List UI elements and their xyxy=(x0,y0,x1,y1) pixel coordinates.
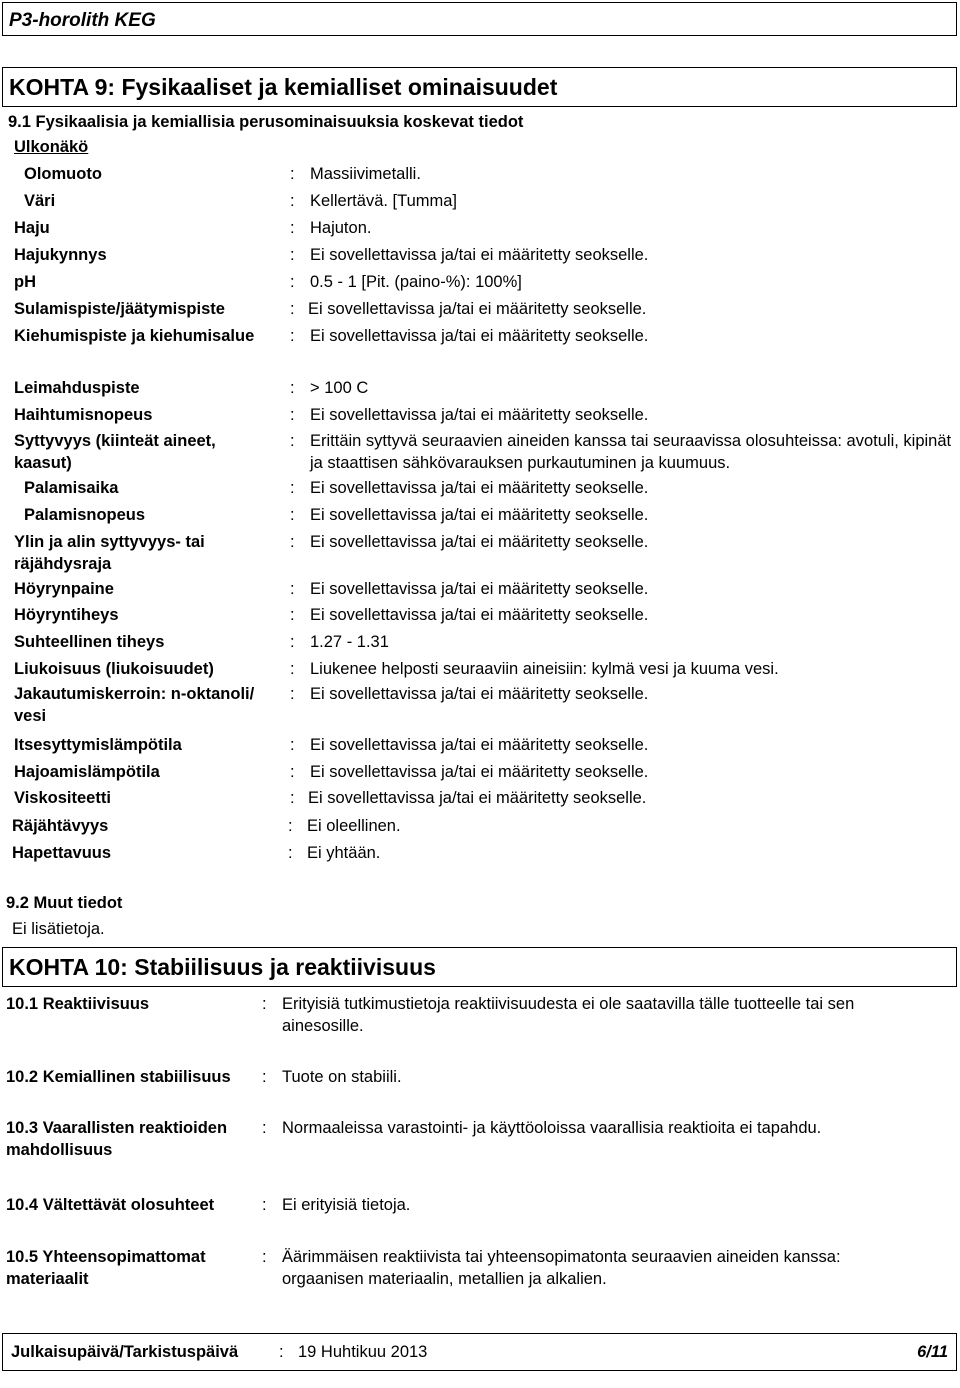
value-itsesyttymislampotila: Ei sovellettavissa ja/tai ei määritetty seokselle. xyxy=(310,736,649,754)
colon-hoyryntiheys: : xyxy=(290,606,295,624)
label-10-2-kemiallinen-stabiilisuus: 10.2 Kemiallinen stabiilisuus xyxy=(6,1068,231,1086)
label-hajukynnys: Hajukynnys xyxy=(14,246,107,264)
label-sulamispiste-jaatymispiste: Sulamispiste/jäätymispiste xyxy=(14,300,225,318)
label-viskositeetti: Viskositeetti xyxy=(14,789,111,807)
colon-itsesyttymislampotila: : xyxy=(290,736,295,754)
colon-suhteellinen-tiheys: : xyxy=(290,633,295,651)
value-hajoamislampotila: Ei sovellettavissa ja/tai ei määritetty seokselle. xyxy=(310,763,649,781)
label-ylin-ja-alin-syttyvyys-tai-rajahdysraja: Ylin ja alin syttyvyys- tai räjähdysraja xyxy=(14,533,205,573)
value-10-5-yhteensopimattomat-materiaalit: Äärimmäisen reaktiivista tai yhteensopimatonta seuraavien aineiden kanssa: orgaanisen materiaalin, metallien ja alkalien. xyxy=(282,1248,841,1288)
colon-jakautumiskerroin-n-oktanoli-vesi: : xyxy=(290,685,295,703)
section-9-1-title: 9.1 Fysikaalisia ja kemiallisia perusominaisuuksia koskevat tiedot xyxy=(8,113,524,131)
label-palamisaika: Palamisaika xyxy=(24,479,119,497)
label-rajahtavyys: Räjähtävyys xyxy=(12,817,109,835)
colon-10-2-kemiallinen-stabiilisuus: : xyxy=(262,1068,267,1086)
label-kiehumispiste-ja-kiehumisalue: Kiehumispiste ja kiehumisalue xyxy=(14,327,255,345)
value-10-1-reaktiivisuus: Erityisiä tutkimustietoja reaktiivisuudesta ei ole saatavilla tälle tuotteelle tai sen ainesosille. xyxy=(282,995,855,1035)
value-liukoisuus-liukoisuudet: Liukenee helposti seuraaviin aineisiin: kylmä vesi ja kuuma vesi. xyxy=(310,660,779,678)
footer-date-label: Julkaisupäivä/Tarkistuspäivä xyxy=(11,1343,239,1361)
colon-hajukynnys: : xyxy=(290,246,295,264)
label-suhteellinen-tiheys: Suhteellinen tiheys xyxy=(14,633,165,651)
value-haju: Hajuton. xyxy=(310,219,372,237)
section-9-2-title: 9.2 Muut tiedot xyxy=(6,894,123,912)
label-10-3-vaarallisten-reaktioiden-mahdollisuus: 10.3 Vaarallisten reaktioiden mahdollisuus xyxy=(6,1119,228,1159)
section-10-title: KOHTA 10: Stabiilisuus ja reaktiivisuus xyxy=(9,954,436,980)
colon-haju: : xyxy=(290,219,295,237)
value-vari: Kellertävä. [Tumma] xyxy=(310,192,458,210)
value-hoyrynpaine: Ei sovellettavissa ja/tai ei määritetty seokselle. xyxy=(310,580,649,598)
label-leimahduspiste: Leimahduspiste xyxy=(14,379,140,397)
footer-colon: : xyxy=(279,1343,284,1361)
other-info-text: Ei lisätietoja. xyxy=(12,920,105,938)
colon-rajahtavyys: : xyxy=(288,817,293,835)
colon-sulamispiste-jaatymispiste: : xyxy=(290,300,295,318)
section-9-title: KOHTA 9: Fysikaaliset ja kemialliset ominaisuudet xyxy=(9,74,558,100)
document-footer xyxy=(2,1333,957,1371)
colon-haihtumisnopeus: : xyxy=(290,406,295,424)
product-name: P3-horolith KEG xyxy=(9,10,156,31)
colon-olomuoto: : xyxy=(290,165,295,183)
value-viskositeetti: Ei sovellettavissa ja/tai ei määritetty seokselle. xyxy=(308,789,647,807)
label-10-1-reaktiivisuus: 10.1 Reaktiivisuus xyxy=(6,995,150,1013)
label-syttyvyys-kiinteat-aineet-kaasut: Syttyvyys (kiinteät aineet, kaasut) xyxy=(14,432,216,472)
label-haju: Haju xyxy=(14,219,50,237)
value-10-3-vaarallisten-reaktioiden-mahdollisuus: Normaaleissa varastointi- ja käyttöoloissa vaarallisia reaktioita ei tapahdu. xyxy=(282,1119,822,1137)
colon-10-4-valtettavat-olosuhteet: : xyxy=(262,1196,267,1214)
colon-palamisaika: : xyxy=(290,479,295,497)
value-suhteellinen-tiheys: 1.27 - 1.31 xyxy=(310,633,389,651)
label-10-5-yhteensopimattomat-materiaalit: 10.5 Yhteensopimattomat materiaalit xyxy=(6,1248,206,1288)
colon-hoyrynpaine: : xyxy=(290,580,295,598)
colon-ylin-ja-alin-syttyvyys-tai-rajahdysraja: : xyxy=(290,533,295,551)
label-jakautumiskerroin-n-oktanoli-vesi: Jakautumiskerroin: n-oktanoli/ vesi xyxy=(14,685,255,725)
document-header xyxy=(2,2,957,36)
value-syttyvyys-kiinteat-aineet-kaasut: Erittäin syttyvä seuraavien aineiden kanssa tai seuraavissa olosuhteissa: avotuli, kipinät ja staattisen sähkövarauksen purkautuminen ja kuumuus. xyxy=(310,432,952,472)
colon-kiehumispiste-ja-kiehumisalue: : xyxy=(290,327,295,345)
label-palamisnopeus: Palamisnopeus xyxy=(24,506,146,524)
value-leimahduspiste: > 100 C xyxy=(310,379,369,397)
colon-viskositeetti: : xyxy=(290,789,295,807)
label-itsesyttymislampotila: Itsesyttymislämpötila xyxy=(14,736,182,754)
section-10-header xyxy=(2,947,957,987)
colon-ph: : xyxy=(290,273,295,291)
label-10-4-valtettavat-olosuhteet: 10.4 Vältettävät olosuhteet xyxy=(6,1196,215,1214)
label-vari: Väri xyxy=(24,192,56,210)
footer-date-value: 19 Huhtikuu 2013 xyxy=(298,1343,428,1361)
value-sulamispiste-jaatymispiste: Ei sovellettavissa ja/tai ei määritetty seokselle. xyxy=(308,300,647,318)
colon-10-3-vaarallisten-reaktioiden-mahdollisuus: : xyxy=(262,1119,267,1137)
label-hapettavuus: Hapettavuus xyxy=(12,844,112,862)
colon-hajoamislampotila: : xyxy=(290,763,295,781)
colon-10-1-reaktiivisuus: : xyxy=(262,995,267,1013)
colon-palamisnopeus: : xyxy=(290,506,295,524)
value-10-4-valtettavat-olosuhteet: Ei erityisiä tietoja. xyxy=(282,1196,411,1214)
colon-leimahduspiste: : xyxy=(290,379,295,397)
section-9-header xyxy=(2,67,957,107)
value-hapettavuus: Ei yhtään. xyxy=(307,844,381,862)
value-ph: 0.5 - 1 [Pit. (paino-%): 100%] xyxy=(310,273,522,291)
value-ylin-ja-alin-syttyvyys-tai-rajahdysraja: Ei sovellettavissa ja/tai ei määritetty seokselle. xyxy=(310,533,649,551)
label-olomuoto: Olomuoto xyxy=(24,165,102,183)
label-hoyryntiheys: Höyryntiheys xyxy=(14,606,119,624)
value-rajahtavyys: Ei oleellinen. xyxy=(307,817,401,835)
colon-hapettavuus: : xyxy=(288,844,293,862)
label-hoyrynpaine: Höyrynpaine xyxy=(14,580,114,598)
value-hoyryntiheys: Ei sovellettavissa ja/tai ei määritetty seokselle. xyxy=(310,606,649,624)
value-olomuoto: Massiivimetalli. xyxy=(310,165,421,183)
colon-liukoisuus-liukoisuudet: : xyxy=(290,660,295,678)
page-number: 6/11 xyxy=(917,1343,948,1361)
value-palamisnopeus: Ei sovellettavissa ja/tai ei määritetty seokselle. xyxy=(310,506,649,524)
value-haihtumisnopeus: Ei sovellettavissa ja/tai ei määritetty seokselle. xyxy=(310,406,649,424)
colon-vari: : xyxy=(290,192,295,210)
value-10-2-kemiallinen-stabiilisuus: Tuote on stabiili. xyxy=(282,1068,402,1086)
label-hajoamislampotila: Hajoamislämpötila xyxy=(14,763,160,781)
colon-10-5-yhteensopimattomat-materiaalit: : xyxy=(262,1248,267,1266)
value-hajukynnys: Ei sovellettavissa ja/tai ei määritetty seokselle. xyxy=(310,246,649,264)
colon-syttyvyys-kiinteat-aineet-kaasut: : xyxy=(290,432,295,450)
value-jakautumiskerroin-n-oktanoli-vesi: Ei sovellettavissa ja/tai ei määritetty seokselle. xyxy=(310,685,649,703)
label-liukoisuus-liukoisuudet: Liukoisuus (liukoisuudet) xyxy=(14,660,214,678)
label-haihtumisnopeus: Haihtumisnopeus xyxy=(14,406,153,424)
appearance-heading: Ulkonäkö xyxy=(14,138,89,156)
value-kiehumispiste-ja-kiehumisalue: Ei sovellettavissa ja/tai ei määritetty seokselle. xyxy=(310,327,649,345)
label-ph: pH xyxy=(14,273,36,291)
value-palamisaika: Ei sovellettavissa ja/tai ei määritetty seokselle. xyxy=(310,479,649,497)
